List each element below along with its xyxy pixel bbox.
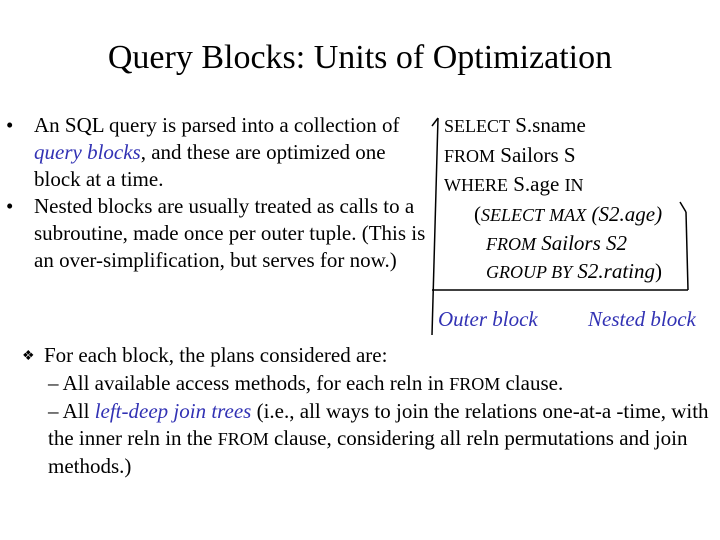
outer-bracket-left: [432, 118, 438, 335]
sql-where-attr: S.age: [513, 172, 560, 196]
plans-sub-item-2: [22, 398, 712, 480]
sql-groupby-keyword: GROUP BY: [486, 262, 573, 282]
sub-item-1-text-start: – All available access methods, for each reln in: [48, 371, 450, 395]
bullet-dot-icon: •: [6, 194, 14, 218]
sql-select-keyword: SELECT: [444, 116, 510, 136]
sub-item-2-text-mid: (i.e., all ways to join the relations one-at-a -time, with the inner reln in the: [48, 399, 709, 450]
sql-from-keyword: FROM: [444, 146, 496, 166]
sql-close-paren: ): [655, 259, 663, 283]
sql-nested-from-keyword: FROM: [486, 234, 536, 254]
plans-section: [22, 342, 712, 480]
query-blocks-term: query blocks: [34, 140, 141, 164]
bullet-dot-icon: •: [6, 113, 14, 137]
sql-max-keyword: MAX: [549, 205, 587, 225]
from-keyword: FROM: [217, 429, 269, 449]
sql-select-list: S.sname: [515, 113, 586, 137]
diamond-bullet-icon: ❖: [22, 349, 35, 364]
sql-line-5: [486, 230, 627, 257]
nested-bracket-top-tick: [680, 202, 686, 212]
sql-line-3: [444, 171, 584, 198]
bullet-1-text-end: , and these are optimized one block at a time.: [34, 140, 386, 191]
plans-sub-item-1: [22, 370, 712, 398]
sql-from-list: Sailors S: [500, 143, 576, 167]
sql-open-paren: (: [474, 202, 481, 226]
nested-block-label: Nested block: [588, 307, 696, 331]
slide-title: Query Blocks: Units of Optimization: [107, 39, 613, 76]
sql-nested-from-list: Sailors S2: [541, 231, 627, 255]
sql-line-4: [474, 201, 662, 228]
sql-nested-select-keyword: SELECT: [481, 205, 545, 225]
left-deep-join-trees-term: left-deep join trees: [94, 399, 252, 423]
sql-line-1: [444, 112, 586, 139]
sql-line-6: [486, 258, 662, 285]
bullet-1-text-start: An SQL query is parsed into a collection of: [34, 113, 400, 137]
sub-item-1-text-end: clause.: [500, 371, 564, 395]
sql-line-2: [444, 142, 576, 169]
bullet-2-text: Nested blocks are usually treated as calls to a subroutine, made once per outer tuple. (This is an over-simplification, but serves for now.): [34, 194, 426, 272]
outer-block-label: Outer block: [438, 307, 538, 331]
sql-max-arg: (S2.age): [591, 202, 663, 226]
sub-item-2-text-start: – All: [48, 399, 95, 423]
plans-heading: [22, 342, 712, 370]
sub-item-2-text-end: clause, considering all reln permutations and join methods.): [48, 426, 688, 478]
nested-bracket-right: [686, 212, 688, 290]
from-keyword: FROM: [449, 374, 501, 394]
sql-in-keyword: IN: [564, 175, 584, 195]
sql-where-keyword: WHERE: [444, 175, 508, 195]
plans-heading-text: For each block, the plans considered are:: [44, 343, 388, 367]
sql-groupby-attr: S2.rating: [577, 259, 656, 283]
